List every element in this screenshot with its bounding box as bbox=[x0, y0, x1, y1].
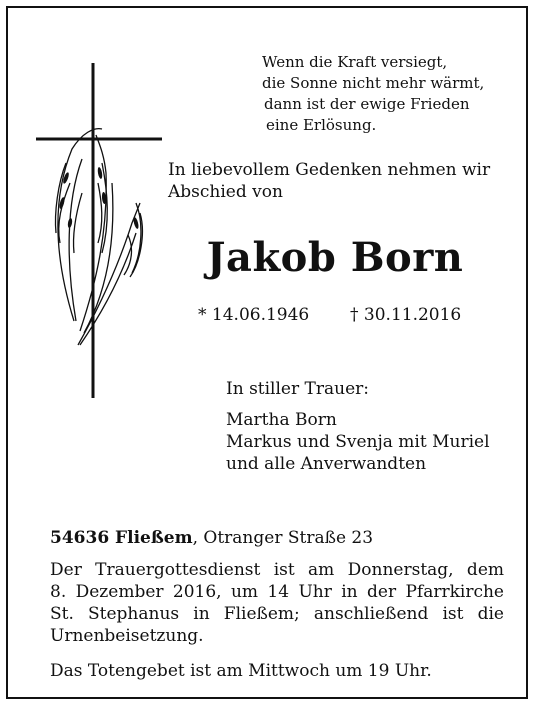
life-dates bbox=[198, 304, 488, 326]
poem-line: Wenn die Kraft versiegt, bbox=[262, 53, 448, 71]
mourner-name: und alle Anverwandten bbox=[226, 454, 427, 474]
intro-line: Abschied von bbox=[168, 182, 283, 202]
mourner-name: Martha Born bbox=[226, 410, 337, 430]
address-city: 54636 Fließem bbox=[50, 528, 193, 548]
poem-line: eine Erlösung. bbox=[266, 116, 377, 134]
mourners bbox=[226, 378, 526, 475]
service-line: 8. Dezember 2016, um 14 Uhr in der Pfarrkirche bbox=[50, 582, 504, 602]
service-line: Der Trauergottesdienst ist am Donnerstag, dem bbox=[50, 560, 504, 580]
poem-line: dann ist der ewige Frieden bbox=[264, 95, 470, 113]
mourner-name: Markus und Svenja mit Muriel bbox=[226, 432, 490, 452]
address-street: , Otranger Straße 23 bbox=[192, 528, 374, 548]
address bbox=[50, 527, 520, 549]
intro-text bbox=[168, 159, 518, 203]
poem bbox=[262, 52, 512, 136]
service-line: Urnenbeisetzung. bbox=[50, 626, 204, 646]
service-announcement bbox=[50, 559, 504, 647]
poem-line: die Sonne nicht mehr wärmt, bbox=[262, 74, 485, 92]
obituary-frame bbox=[6, 6, 528, 699]
mourners-heading: In stiller Trauer: bbox=[226, 379, 369, 399]
birth-date: * 14.06.1946 bbox=[198, 305, 310, 325]
deceased-name: Jakob Born bbox=[206, 234, 464, 281]
death-date: † 30.11.2016 bbox=[350, 305, 462, 325]
service-line: St. Stephanus in Fließem; anschließend ist die bbox=[50, 604, 504, 624]
rosary-announcement: Das Totengebet ist am Mittwoch um 19 Uhr. bbox=[50, 661, 432, 681]
cross-with-wheat-icon bbox=[36, 63, 166, 398]
intro-line: In liebevollem Gedenken nehmen wir bbox=[168, 160, 491, 180]
